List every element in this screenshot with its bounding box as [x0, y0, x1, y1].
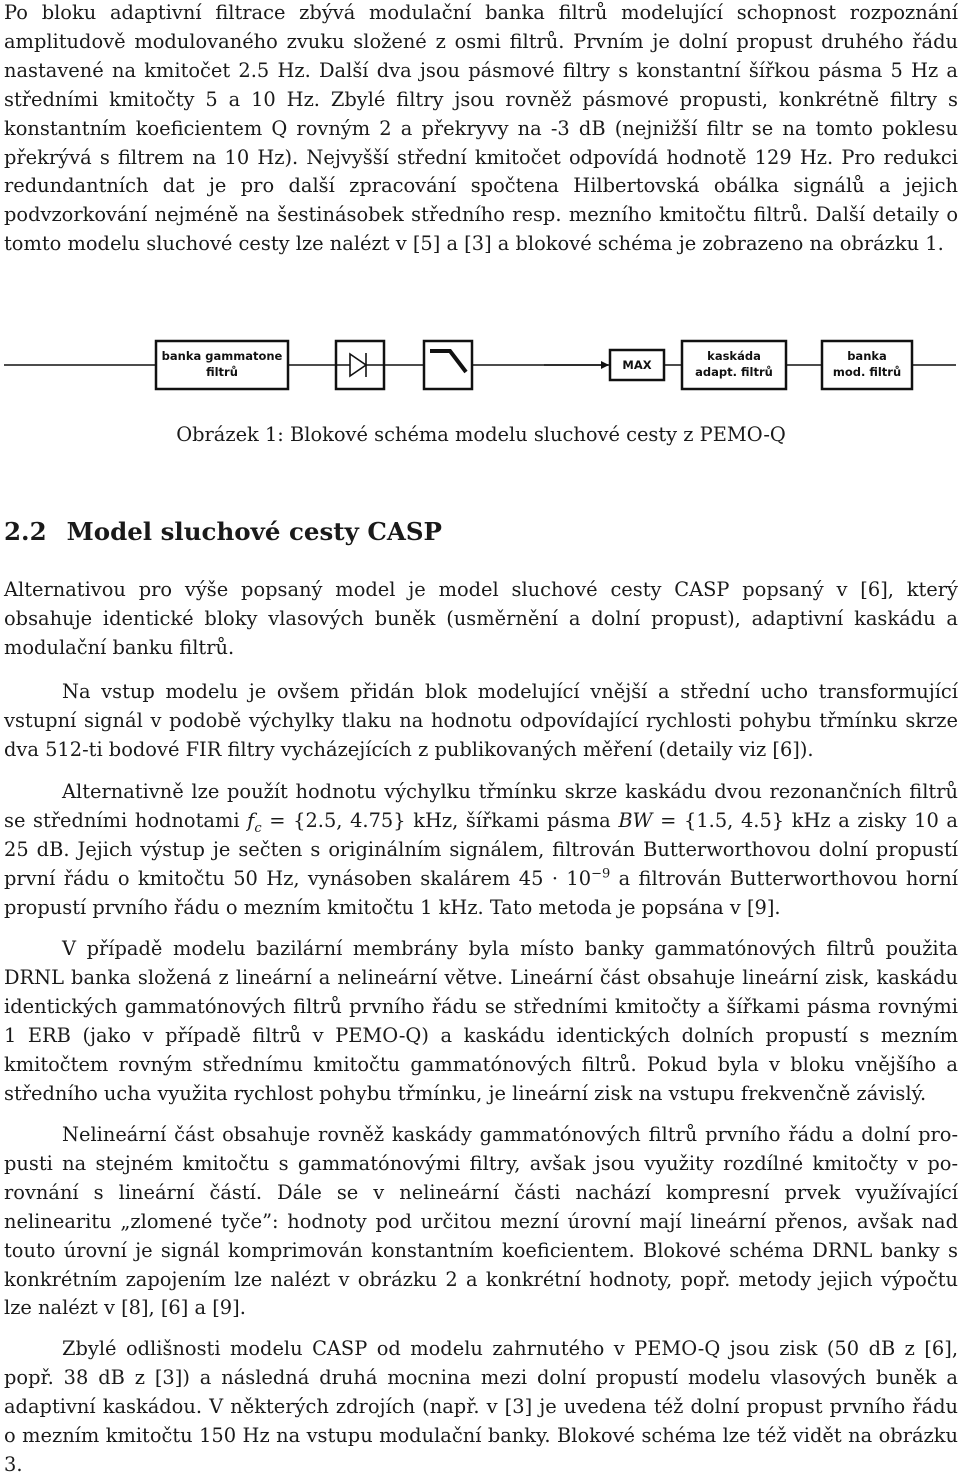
paragraph-6-block: [4, 1121, 958, 1323]
paragraph-6: Nelineární část obsahuje rovněž kaskády gammatónových filtrů prvního řádu a dolní propusti na stejném kmitočtu s gammatónovými filtry, avšak jsou využity rozdílné kmitočty v porovnání s lineární částí. Dále se v nelineární části nachází kompresní prvek využívající nelinearitu „zlomené tyče”: hodnoty pod určitou mezní úrovní mají lineární přenos, avšak nad touto úrovní je signál komprimován konstantním koeficientem. Blokové schéma DRNL banky s konkrétním zapojením lze nalézt v obrázku 2 a konkrétní hodnoty, popř. metody jejich výpočtu lze nalézt v [8], [6] a [9].: [4, 1123, 958, 1320]
fc-symbol: f: [247, 808, 255, 832]
section-heading: [4, 516, 958, 548]
bw-value: = {1.5, 4.5} kHz a zisky 10 a 25 dB. Jejich výstup je sečten s originálním signálem, filtrován Butterworthovou dolní propustí první řádu o kmitočtu 50 Hz, vynásoben skalárem 45 · 10: [4, 808, 958, 890]
block-diagram-figure: [4, 338, 958, 398]
paragraph-7: Zbylé odlišnosti modelu CASP od modelu zahrnutého v PEMO-Q jsou zisk (50 dB z [6], popř. 38 dB z [3]) a následná druhá mocnina mezi dolní propustí modelu vlasových buněk a adaptivní kaskádou. V některých zdrojích (např. v [3] je uvedena též dolní propust prvního řádu o mezním kmitočtu 150 Hz na vstupu modulační banky. Blokové schéma lze též vidět na obrázku 3.: [4, 1337, 958, 1476]
fc-subscript: c: [254, 820, 262, 836]
figure-caption: Obrázek 1: Blokové schéma modelu sluchové cesty z PEMO-Q: [176, 423, 786, 446]
cascade-label-2: adapt. filtrů: [695, 365, 773, 379]
fc-value: = {2.5, 4.75} kHz, šířkami pásma: [261, 808, 619, 832]
paragraph-4: [4, 778, 958, 923]
gammatone-label-1: banka gammatone: [161, 349, 283, 363]
gammatone-label-2: filtrů: [206, 365, 238, 379]
paragraph-2: Alternativou pro výše popsaný model je model sluchové cesty CASP popsaný v [6], který obsahuje identické bloky vlasových buněk (usměrnění a dolní propust), adaptivní kaskádu a modulační banku filtrů.: [4, 578, 958, 659]
lowpass-box: [424, 341, 472, 389]
paragraph-3-block: [4, 678, 958, 765]
section-number: 2.2: [4, 517, 47, 546]
paragraph-3: Na vstup modelu je ovšem přidán blok modelující vnější a střední ucho transformující vstupní signál v podobě výchylky tlaku na hodnotu odpovídající rychlosti pohybu třmínku skrze dva 512-ti bodové FIR filtry vycházejících z publikovaných měření (detaily viz [6]).: [4, 680, 958, 761]
paragraph-4-text-b: a filtrován Butterworthovou horní propustí prvního řádu o mezním kmitočtu 1 kHz. Tato metoda je popsána v [9].: [4, 866, 958, 919]
max-label: MAX: [622, 358, 652, 372]
paragraph-4-text-a: Alternativně lze použít hodnotu výchylku třmínku skrze kaskádu dvou rezonančních filtrů se středními hodnotami: [4, 780, 958, 832]
paragraph-5: V případě modelu bazilární membrány byla místo banky gammatónových filtrů použita DRNL banka složená z lineární a nelineární větve. Lineární část obsahuje lineární zisk, kaskádu identických gammatónových filtrů prvního řádu se středními kmitočty a šířkami pásma rovnými 1 ERB (jako v případě filtrů v PEMO-Q) a kaskádu identických dolních propustí s mezním kmitočtem rovným střednímu kmitočtu gammatónových filtrů. Pokud byla v bloku vnějšího a středního ucha využita rychlost pohybu třmínku, je lineární zisk na vstupu frekvenčně závislý.: [4, 937, 958, 1105]
paragraph-4-block: [4, 778, 958, 923]
bw-symbol: BW: [618, 808, 653, 832]
intro-paragraph: Po bloku adaptivní filtrace zbývá modulační banka filtrů modelující schopnost rozpoznání amplitudově modulovaného zvuku složené z osmi filtrů. Prvním je dolní propust druhého řádu nastavené na kmitočet 2.5 Hz. Další dva jsou pásmové filtry s konstantní šířkou pásma 5 Hz a středními kmitočty 5 a 10 Hz. Zbylé filtry jsou rovněž pásmové propusti, konkrétně filtry s konstantním koeficientem Q rovným 2 a překryvy na -3 dB (nejnižší filtr se na tomto poklesu překrývá s filtrem na 10 Hz). Nejvyšší střední kmitočet odpovídá hodnotě 129 Hz. Pro redukci redundantních dat je pro další zpracování spočtena Hilbertovská obálka signálů a jejich podvzorkování nejméně na šestinásobek středního resp. mezního kmitočtu filtrů. Další detaily o tomto modelu sluchové cesty lze nalézt v [5] a [3] a blokové schéma je zobrazeno na obrázku 1.: [4, 1, 958, 256]
modbank-label-2: mod. filtrů: [832, 365, 902, 379]
section-title: Model sluchové cesty CASP: [66, 517, 442, 546]
cascade-label-1: kaskáda: [707, 349, 761, 363]
paragraph-7-block: [4, 1335, 958, 1480]
paragraph-2-block: [4, 576, 958, 663]
paragraph-5-block: [4, 935, 958, 1108]
exponent: −9: [591, 866, 611, 882]
block-diagram: [4, 338, 958, 398]
modbank-label-1: banka: [847, 349, 887, 363]
